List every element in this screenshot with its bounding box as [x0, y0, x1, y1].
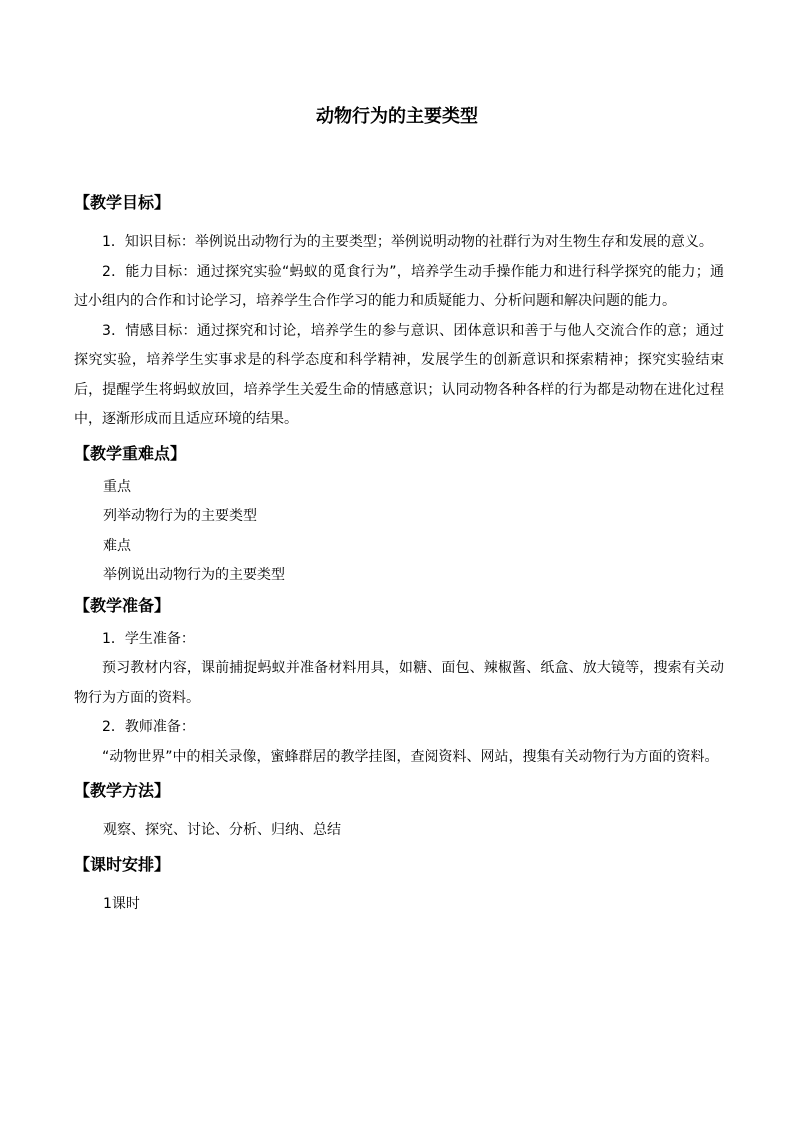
objective-knowledge: 1．知识目标：举例说出动物行为的主要类型；举例说明动物的社群行为对生物生存和发展的意义。 [102, 234, 713, 250]
section-objectives [74, 188, 724, 435]
teacher-prep-label: 2．教师准备： [102, 719, 195, 735]
difficulty-text: 举例说出动物行为的主要类型 [103, 567, 285, 583]
objective-emotion: 3．情感目标：通过探究和讨论，培养学生的参与意识、团体意识和善于与他人交流合作的意；通过探究实验，培养学生实事求是的科学态度和科学精神，发展学生的创新意识和探索精神；探究实验结束后，提醒学生将蚂蚁放回，培养学生关爱生命的情感意识；认同动物各种各样的行为都是动物在进化过程中，逐渐形成而且适应环境的结果。 [74, 322, 724, 427]
teacher-prep-text: “动物世界”中的相关录像，蜜蜂群居的教学挂图，查阅资料、网站，搜集有关动物行为方面的资料。 [102, 748, 719, 765]
section-heading-key-points: 【教学重难点】 [74, 443, 187, 463]
section-heading-preparation: 【教学准备】 [74, 595, 171, 615]
section-heading-methods: 【教学方法】 [74, 781, 171, 800]
section-heading-objectives: 【教学目标】 [74, 193, 171, 212]
difficulty-label: 难点 [103, 537, 131, 554]
section-heading-schedule: 【课时安排】 [74, 854, 171, 874]
section-schedule [74, 850, 724, 920]
objective-ability: 2．能力目标：通过探究实验“蚂蚁的觅食行为”，培养学生动手操作能力和进行科学探究的能力；通过小组内的合作和讨论学习，培养学生合作学习的能力和质疑能力、分析问题和解决问题的能力。 [74, 263, 724, 309]
focus-text: 列举动物行为的主要类型 [103, 508, 257, 524]
section-methods [74, 776, 724, 846]
focus-label: 重点 [103, 478, 131, 495]
section-key-points [74, 439, 724, 591]
page-title: 动物行为的主要类型 [316, 106, 478, 127]
schedule-text: 1课时 [103, 895, 140, 912]
student-prep-label: 1．学生准备： [102, 630, 195, 647]
methods-text: 观察、探究、讨论、分析、归纳、总结 [103, 822, 341, 838]
student-prep-text: 预习教材内容，课前捕捉蚂蚁并准备材料用具，如糖、面包、辣椒酱、纸盒、放大镜等，搜索有关动物行为方面的资料。 [74, 660, 724, 706]
section-preparation [74, 591, 724, 773]
document-body [74, 188, 724, 919]
